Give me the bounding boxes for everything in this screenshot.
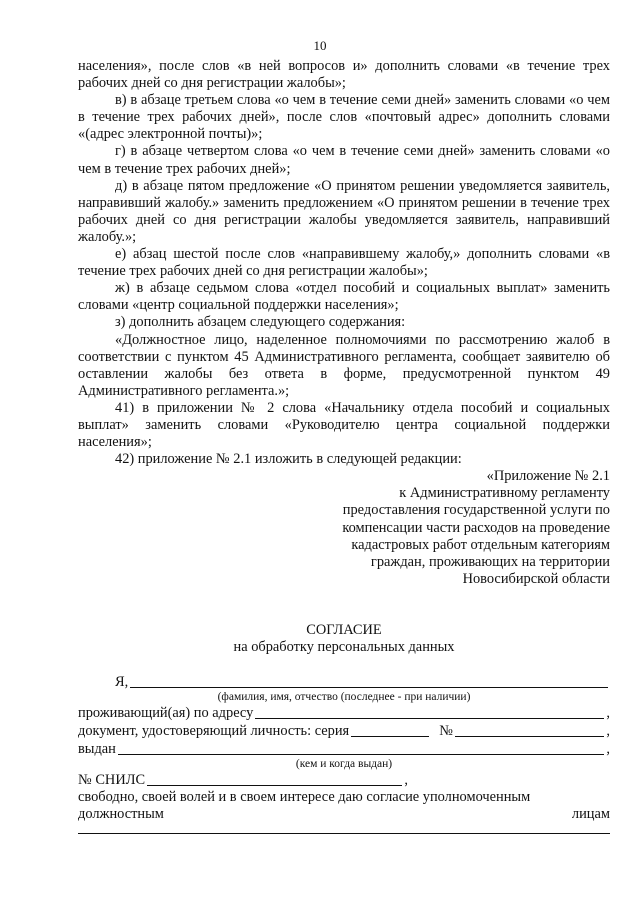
snils-field[interactable]: [147, 771, 402, 786]
issued-field[interactable]: [118, 740, 605, 755]
appendix-line-3: компенсации части расходов на проведение: [342, 519, 610, 536]
fio-row: [78, 673, 610, 691]
doc-label: документ, удостоверяющий личность: серия: [78, 723, 350, 739]
consent-heading: СОГЛАСИЕ: [306, 621, 382, 638]
consent-text-2: [78, 806, 610, 823]
paragraph-9: 41) в приложении № 2 слова «Начальнику отдела пособий и социальных выплат» заменить словами «Руководителю центра социальной поддержки населения»;: [78, 399, 610, 451]
consent-text-1: свободно, своей волей и в своем интересе даю согласие уполномоченным: [78, 789, 531, 806]
doc-number-field[interactable]: [455, 722, 604, 737]
issued-row: выдан ,: [78, 741, 610, 757]
paragraph-10: 42) приложение № 2.1 изложить в следующей редакции:: [115, 451, 462, 468]
paragraph-1: населения», после слов «в ней вопросов и» дополнить словами «в течение трех рабочих дней со дня регистрации жалобы»;: [78, 58, 610, 92]
doc-number-sign: №: [439, 723, 453, 739]
paragraph-6: ж) в абзаце седьмом слова «отдел пособий и социальных выплат» заменить словами «центр социальной поддержки населения»;: [78, 280, 610, 314]
paragraph-5: е) абзац шестой после слов «направившему жалобу,» дополнить словами «в течение трех рабочих дней со дня регистрации жалобы»;: [78, 246, 610, 280]
appendix-line-4: кадастровых работ отдельным категориям: [351, 536, 610, 553]
paragraph-8: «Должностное лицо, наделенное полномочиями по рассмотрению жалоб в соответствии с пунктом 45 Административного регламента, сообщает заявителю об оставлении жалобы без ответа в форме, предусмотренной пунктом 49 Административного регламента.»;: [78, 331, 610, 399]
document-row: документ, удостоверяющий личность: серия № ,: [78, 723, 610, 739]
consent-subheading: на обработку персональных данных: [233, 639, 455, 655]
paragraph-4: д) в абзаце пятом предложение «О принятом решении уведомляется заявитель, направивший жалобу.» заменить предложением «О принятом решении в течение трех рабочих дней со дня регистрации жалобы уведомляется заявитель, направивший жалобу.»;: [78, 177, 610, 245]
appendix-line-2: предоставления государственной услуги по: [342, 502, 610, 519]
paragraph-3: г) в абзаце четвертом слова «о чем в течение семи дней» заменить словами «о чем в течение трех рабочих дней»;: [78, 143, 610, 177]
issued-label: выдан: [78, 741, 116, 757]
appendix-line-5: граждан, проживающих на территории: [370, 553, 610, 570]
address-label: проживающий(ая) по адресу: [78, 705, 254, 721]
appendix-line-6: Новосибирской области: [462, 570, 610, 587]
snils-row: № СНИЛС ,: [78, 772, 408, 788]
appendix-line-1: к Административному регламенту: [399, 485, 610, 502]
ya-label: Я,: [115, 674, 129, 690]
consent-text-2a: должностным: [78, 806, 164, 823]
document-body: [78, 58, 610, 834]
snils-label: № СНИЛС: [78, 772, 146, 788]
address-row: проживающий(ая) по адресу ,: [78, 705, 610, 721]
issued-hint: (кем и когда выдан): [295, 758, 393, 771]
fio-field[interactable]: [130, 673, 608, 688]
doc-series-field[interactable]: [351, 722, 429, 737]
paragraph-2: в) в абзаце третьем слова «о чем в течение семи дней» заменить словами «о чем в течение трех рабочих дней», после слов «почтовый адрес» дополнить словами «(адрес электронной почты)»;: [78, 92, 610, 143]
consent-text-2b: лицам: [571, 806, 610, 823]
appendix-title: «Приложение № 2.1: [486, 468, 610, 485]
address-field[interactable]: [255, 704, 604, 719]
fio-hint: (фамилия, имя, отчество (последнее - при наличии): [217, 691, 471, 704]
blank-line[interactable]: [78, 823, 610, 834]
page-number: 10: [313, 38, 327, 53]
paragraph-7: з) дополнить абзацем следующего содержания:: [115, 314, 406, 331]
appendix-block: [78, 468, 610, 588]
